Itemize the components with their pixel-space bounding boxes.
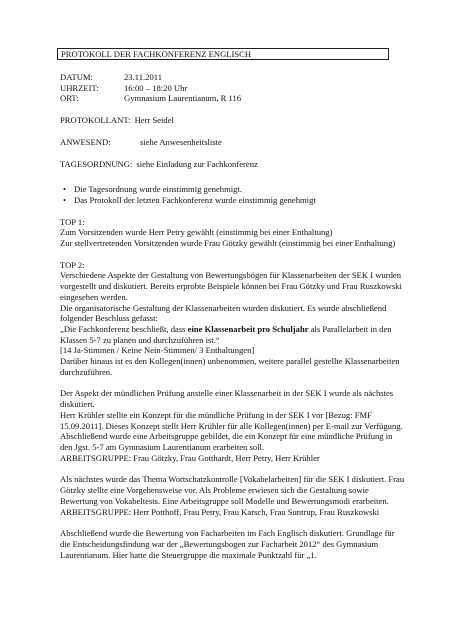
meta-label: PROTOKOLLANT: — [60, 115, 131, 126]
protocol-body — [60, 72, 406, 560]
meta-uhrzeit — [60, 83, 406, 94]
meta-value: Gymnasium Laurentianum, R 116 — [124, 93, 242, 104]
meta-anwesend — [60, 137, 406, 148]
top1-line: Zur stellvertretenden Vorsitzenden wurde Frau Götzky gewählt (einstimmig bei einer Enthaltung) — [60, 238, 396, 249]
meta-protokollant — [60, 115, 406, 126]
meta-value: siehe Einladung zur Fachkonferenz — [136, 158, 258, 169]
meta-label: UHRZEIT: — [60, 82, 99, 93]
resolution-quote — [60, 324, 406, 345]
document-title: PROTOKOLL DER FACHKONFERENZ ENGLISCH — [57, 48, 389, 60]
bullet-item: • Das Protokoll der letzten Fachkonferenz wurde einstimmig genehmigt — [60, 195, 406, 206]
vote-result: [14 Ja-Stimmen / Keine Nein-Stimmen/ 3 Enthaltungen] — [60, 345, 255, 356]
meta-label: ORT: — [60, 93, 79, 104]
meta-value: 16:00 – 18:20 Uhr — [124, 82, 188, 93]
quote-text: als Parallelarbeit in den Klassen 5-7 zu planen und durchzuführen ist.“ — [60, 323, 392, 345]
meta-label: ANWESEND: — [60, 136, 111, 147]
meta-value: siehe Anwesenheitsliste — [140, 136, 222, 147]
oral-exam-paragraph: Abschließend wurde eine Arbeitsgruppe gebildet, die ein Konzept für eine mündliche Prüfung in den Jgst. 5-7 am Gymnasium Laurentianum erarbeiten soll. — [60, 431, 393, 452]
top2-paragraph: Verschiedene Aspekte der Gestaltung von Bewertungsbögen für Klassenarbeiten der SEK I wurden vorgestellt und diskutiert. Bereits erprobte Beispiele können bei Frau Götzky und Frau Ruszkowski eingesehen werden. — [60, 270, 402, 302]
top2-heading: TOP 2: — [60, 259, 85, 270]
oral-exam-paragraph: Der Aspekt der mündlichen Prüfung anstelle einer Klassenarbeit in der SEK I wurde als nächstes diskutiert. — [60, 388, 394, 410]
oral-exam-group: ARBEITSGRUPPE: Frau Götzky, Frau Gotthardt, Herr Petry, Herr Krühler — [60, 452, 320, 463]
top2-paragraph: Die organisatorische Gestaltung der Klassenarbeiten wurden diskutiert. Es wurde abschließend folgender Beschluss gefasst: — [60, 302, 387, 324]
meta-tagesordnung — [60, 159, 406, 170]
top1-heading: TOP 1: — [60, 216, 85, 227]
meta-ort — [60, 93, 406, 104]
quote-text: „Die Fachkonferenz beschließt, dass — [60, 323, 188, 334]
meta-value: Herr Seidel — [134, 115, 174, 126]
oral-exam-paragraph: Herr Krühler stellte ein Konzept für die mündliche Prüfung in der SEK I vor [Bezug: FMF 15.09.2011]. Dieses Konzept stellt Herr Krühler für alle Kollegen(innen) per E-mail zur Verfügung. — [60, 409, 403, 431]
vocab-group: ARBEITSGRUPPE: Herr Potthoff, Frau Petry, Frau Karsch, Frau Suntrup, Frau Ruszkowski — [60, 506, 380, 517]
meta-label: TAGESORDNUNG: — [60, 158, 133, 169]
vocab-paragraph: Als nächstes wurde das Thema Wortschatzkontrolle [Vokabelarbeiten] für die SEK I diskutiert. Frau Götzky stellte eine Vorgehensweise vor. Als Probleme erwiesen sich die Gestaltung sowie Bewertung von Vokabeltests. Eine Arbeitsgruppe soll Modelle und Bewertungsmodi erarbeiten. — [60, 474, 405, 506]
meta-value: 23.11.2011 — [124, 72, 163, 82]
bullet-item: • Die Tagesordnung wurde einstimmig genehmigt. — [60, 184, 406, 195]
meta-label: DATUM: — [60, 72, 93, 82]
quote-emphasis: eine Klassenarbeit pro Schuljahr — [187, 323, 309, 334]
top1-line: Zum Vorsitzenden wurde Herr Petry gewählt (einstimmig bei einer Enthaltung) — [60, 227, 333, 238]
top2-paragraph: Darüber hinaus ist es den Kollegen(innen) unbenommen, weitere parallel gestellte Klassenarbeiten durchzuführen. — [60, 356, 400, 377]
agenda-bullets — [60, 184, 406, 205]
meta-datum — [60, 72, 406, 83]
facharbeit-paragraph: Abschließend wurde die Bewertung von Facharbeiten im Fach Englisch diskutiert. Grundlage für die Entscheidungsfindung war der „Bewertungsbogen zur Facharbeit 2012“ des Gymnasium Laurentianum. Hier hatte die Steuergruppe die maximale Punktzahl für „1. — [60, 528, 395, 560]
